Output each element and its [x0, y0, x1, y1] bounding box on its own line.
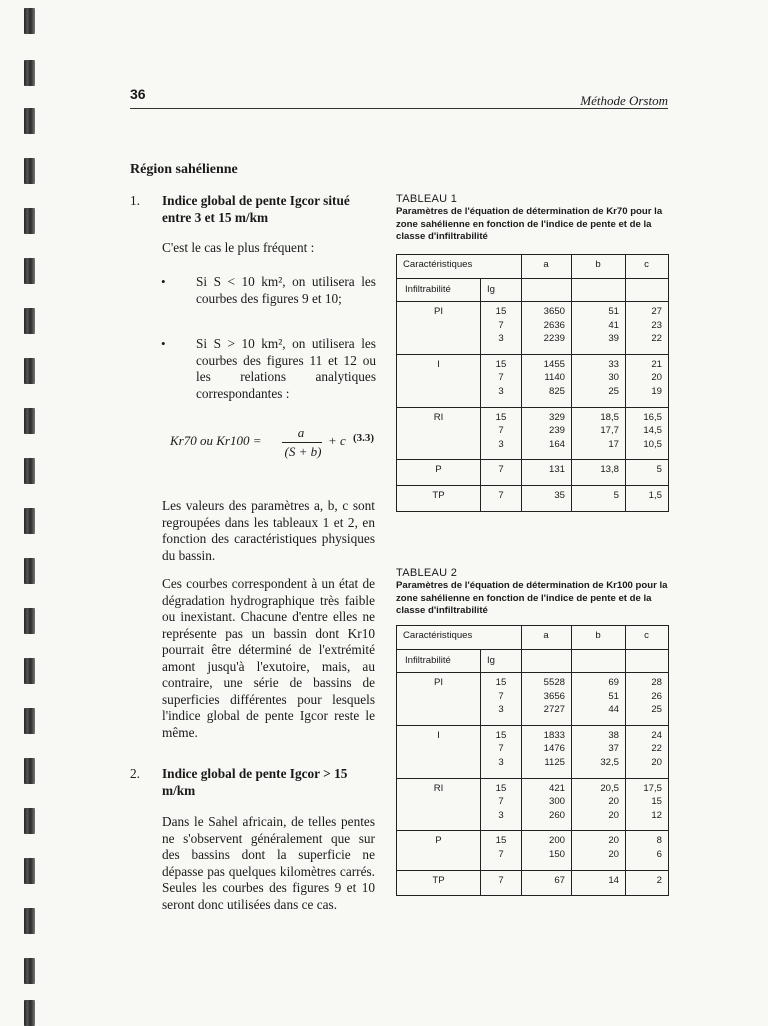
cell-a: 1125 — [544, 757, 565, 768]
cell-c: 25 — [651, 704, 662, 716]
header-a: a — [543, 259, 549, 270]
cell-c: 20 — [651, 757, 662, 768]
header-infiltrability: Infiltrabilité — [405, 284, 451, 295]
cell-b: 37 — [608, 743, 619, 755]
class-label: PI — [433, 306, 444, 317]
cell-a: 1476 — [543, 743, 565, 755]
cell-b: 18,5 — [600, 411, 619, 423]
cell-c: 16,5 — [643, 411, 662, 423]
bullet-b-text: Si S > 10 km², on utilisera les courbes des figures 11 et 12 ou les relations analytiques correspondantes : — [196, 336, 376, 401]
row-rule — [397, 407, 668, 408]
cell-ig: 3 — [498, 809, 504, 821]
row-rule — [397, 778, 668, 779]
fraction-bar — [282, 442, 322, 443]
formula-rhs: + c — [328, 433, 346, 448]
page-number: 36 — [130, 86, 146, 102]
item-1-heading — [130, 193, 375, 229]
cell-c: 26 — [651, 690, 662, 702]
cell-b: 44 — [608, 704, 619, 716]
section-title: Région sahélienne — [130, 162, 238, 177]
cell-a: 421 — [548, 782, 565, 794]
cell-ig: 7 — [498, 690, 504, 702]
cell-a: 1833 — [543, 729, 565, 741]
cell-c: 24 — [651, 729, 662, 741]
cell-c: 2 — [656, 874, 662, 886]
table-2-caption — [396, 567, 671, 618]
item-1-number: 1. — [130, 193, 140, 208]
cell-a: 1140 — [544, 372, 565, 384]
cell-ig: 15 — [495, 835, 507, 847]
cell-ig: 7 — [498, 490, 504, 501]
cell-b: 25 — [608, 386, 619, 397]
cell-ig: 7 — [498, 743, 504, 755]
paragraph-curves: Ces courbes correspondent à un état de dégradation hydrographique très faible ou inexistant. Chacune d'entre elles ne représente pas un bassin dont Kr10 pourrait être déterminé de l'extrémité amont jusqu'à l'exutoire, mais, au contraire, une série de bassins de superficies différentes pour lesquels l'indice global de pente Igcor reste le même. — [162, 576, 375, 740]
cell-ig: 3 — [498, 438, 504, 450]
cell-ig: 15 — [495, 782, 507, 794]
cell-c: 21 — [651, 358, 662, 370]
cell-c: 8 — [656, 835, 662, 847]
class-label: PI — [433, 677, 444, 688]
cell-ig: 3 — [498, 757, 504, 768]
table-1-title: Paramètres de l'équation de détermination de Kr70 pour la zone sahélienne en fonction de l'indice de pente et de la classe d'infiltrabilité — [396, 205, 663, 243]
cell-c: 17,5 — [643, 782, 662, 794]
cell-ig: 7 — [498, 849, 504, 860]
formula-lhs: Kr70 ou Kr100 = — [170, 433, 262, 448]
cell-b: 51 — [608, 306, 619, 317]
cell-a: 1455 — [543, 358, 565, 370]
cell-b: 39 — [608, 333, 619, 345]
bullet-a — [130, 274, 375, 314]
class-label: I — [437, 358, 440, 370]
cell-ig: 15 — [495, 306, 507, 317]
class-label: P — [435, 835, 442, 847]
bullet-dot: • — [161, 336, 166, 351]
class-label: RI — [433, 782, 444, 794]
table-1 — [396, 254, 669, 512]
cell-b: 30 — [608, 372, 619, 384]
cell-b: 20 — [608, 809, 619, 821]
item-2-heading — [130, 766, 375, 802]
formula-denominator: (S + b) — [284, 444, 322, 459]
cell-b: 38 — [608, 729, 619, 741]
cell-ig: 7 — [498, 372, 504, 384]
row-rule — [397, 354, 668, 355]
cell-b: 32,5 — [600, 757, 619, 768]
cell-c: 6 — [656, 849, 662, 860]
header-a: a — [543, 630, 549, 641]
cell-b: 69 — [608, 677, 619, 688]
cell-ig: 7 — [498, 425, 504, 437]
cell-a: 2239 — [543, 333, 565, 345]
cell-b: 20 — [608, 835, 619, 847]
header-characteristics: Caractéristiques — [403, 259, 473, 270]
cell-c: 23 — [651, 319, 662, 331]
cell-b: 17,7 — [600, 425, 619, 437]
class-label: RI — [433, 411, 444, 423]
cell-b: 14 — [608, 874, 619, 886]
cell-c: 12 — [651, 809, 662, 821]
cell-a: 300 — [548, 796, 565, 808]
item-2-number: 2. — [130, 766, 140, 781]
cell-b: 41 — [608, 319, 619, 331]
cell-a: 260 — [548, 809, 565, 821]
row-rule — [397, 870, 668, 871]
cell-a: 329 — [548, 411, 565, 423]
cell-c: 22 — [651, 333, 662, 345]
header-ig: Ig — [487, 284, 496, 295]
cell-ig: 15 — [495, 358, 507, 370]
header-ig: Ig — [487, 655, 496, 666]
row-rule — [397, 278, 668, 279]
class-label: TP — [432, 490, 445, 501]
cell-b: 13,8 — [600, 464, 619, 476]
running-head: Méthode Orstom — [580, 93, 668, 108]
paragraph-sahel: Dans le Sahel africain, de telles pentes ne s'observent généralement que sur des bassins dont la superficie ne dépasse pas quelques kilomètres carrés. Seules les courbes des figures 9 et 10 seront donc utilisées dans ce cas. — [162, 814, 375, 912]
header-c: c — [644, 630, 649, 641]
cell-a: 67 — [554, 874, 565, 886]
bullet-b — [130, 336, 375, 406]
bullet-a-text: Si S < 10 km², on utilisera les courbes des figures 9 et 10; — [196, 274, 376, 306]
cell-a: 3656 — [543, 690, 565, 702]
cell-ig: 3 — [498, 333, 504, 345]
cell-c: 5 — [656, 464, 662, 476]
cell-ig: 15 — [495, 677, 507, 688]
header-characteristics: Caractéristiques — [403, 630, 473, 641]
cell-b: 20,5 — [600, 782, 619, 794]
cell-a: 164 — [548, 438, 565, 450]
row-rule — [397, 459, 668, 460]
table-1-caption — [396, 193, 671, 244]
header-b: b — [595, 630, 601, 641]
row-rule — [397, 649, 668, 650]
cell-a: 131 — [548, 464, 565, 476]
cell-a: 3650 — [543, 306, 565, 317]
cell-a: 150 — [548, 849, 565, 860]
cell-ig: 3 — [498, 704, 504, 716]
cell-c: 1,5 — [648, 490, 662, 501]
table-2-label: TABLEAU 2 — [396, 567, 458, 579]
bullet-dot: • — [161, 274, 166, 289]
cell-c: 22 — [651, 743, 662, 755]
header-c: c — [644, 259, 649, 270]
row-rule — [397, 301, 668, 302]
cell-ig: 7 — [498, 796, 504, 808]
class-label: I — [437, 729, 440, 741]
cell-a: 825 — [548, 386, 565, 397]
cell-b: 51 — [608, 690, 619, 702]
cell-a: 2636 — [543, 319, 565, 331]
cell-ig: 7 — [498, 464, 504, 476]
paragraph-parameters: Les valeurs des paramètres a, b, c sont regroupées dans les tableaux 1 et 2, en fonction des caractéristiques physiques du bassin. — [162, 498, 375, 563]
cell-ig: 7 — [498, 319, 504, 331]
cell-a: 2727 — [543, 704, 565, 716]
spiral-binding — [24, 0, 40, 1024]
cell-c: 10,5 — [643, 438, 662, 450]
cell-ig: 15 — [495, 411, 507, 423]
item-1-intro: C'est le cas le plus fréquent : — [162, 240, 315, 255]
formula-ref: (3.3) — [353, 432, 375, 444]
cell-b: 33 — [608, 358, 619, 370]
header-infiltrability: Infiltrabilité — [405, 655, 451, 666]
cell-a: 5528 — [543, 677, 565, 688]
cell-c: 20 — [651, 372, 662, 384]
row-rule — [397, 672, 668, 673]
cell-a: 35 — [554, 490, 565, 501]
table-1-label: TABLEAU 1 — [396, 193, 458, 205]
cell-ig: 15 — [495, 729, 507, 741]
cell-b: 20 — [608, 796, 619, 808]
class-label: P — [435, 464, 442, 476]
item-2-title: Indice global de pente Igcor > 15 m/km — [162, 766, 348, 798]
cell-b: 5 — [613, 490, 619, 501]
cell-b: 20 — [608, 849, 619, 860]
cell-c: 14,5 — [643, 425, 662, 437]
cell-c: 28 — [651, 677, 662, 688]
cell-c: 27 — [651, 306, 662, 317]
table-2 — [396, 625, 669, 896]
formula-numerator: a — [297, 425, 305, 440]
row-rule — [397, 725, 668, 726]
header-rule — [130, 108, 668, 109]
cell-a: 200 — [548, 835, 565, 847]
item-1-title: Indice global de pente Igcor situé entre 3 et 15 m/km — [162, 193, 350, 225]
cell-b: 17 — [608, 438, 619, 450]
cell-c: 15 — [651, 796, 662, 808]
row-rule — [397, 485, 668, 486]
cell-ig: 7 — [498, 874, 504, 886]
cell-c: 19 — [651, 386, 662, 397]
row-rule — [397, 830, 668, 831]
header-b: b — [595, 259, 601, 270]
class-label: TP — [432, 874, 445, 886]
table-2-title: Paramètres de l'équation de détermination de Kr100 pour la zone sahélienne en fonction de l'indice de pente et de la classe d'infiltrabilité — [396, 579, 668, 617]
formula-3-3 — [170, 423, 380, 469]
cell-a: 239 — [548, 425, 565, 437]
cell-ig: 3 — [498, 386, 504, 397]
